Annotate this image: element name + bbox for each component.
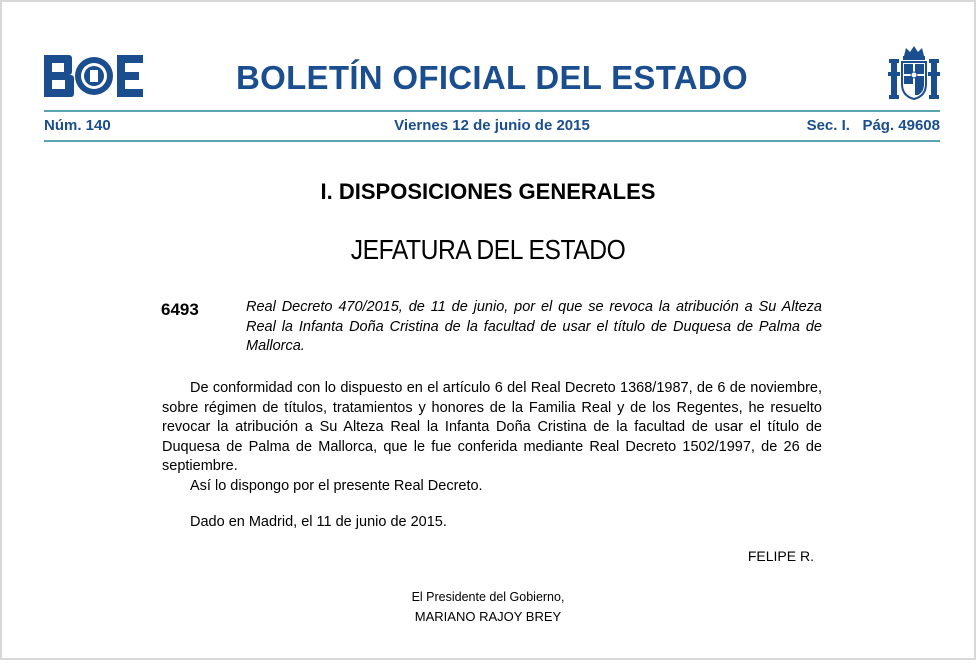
- body-paragraph: De conformidad con lo dispuesto en el artículo 6 del Real Decreto 1368/1987, de 6 de noviembre, sobre régimen de títulos, tratamientos y honores de la Familia Real y de los Regentes, he resuelto revocar la atribución a Su Alteza Real la Infanta Doña Cristina de la facultad de usar el título de Duquesa de Palma de Mallorca, que le fue conferida mediante Real Decreto 1502/1997, de 26 de septiembre.: [162, 380, 822, 474]
- coat-of-arms-icon: [888, 44, 940, 102]
- issue-number: Núm. 140: [44, 117, 111, 134]
- section-page: Sec. I. Pág. 49608: [806, 117, 940, 134]
- decree-body: [162, 379, 822, 496]
- header-rule-top: [44, 110, 940, 112]
- royal-signature: FELIPE R.: [747, 548, 814, 564]
- given-at-line: Dado en Madrid, el 11 de junio de 2015.: [190, 514, 447, 530]
- decree-number: 6493: [161, 300, 199, 319]
- department-title: JEFATURA DEL ESTADO: [350, 234, 626, 265]
- masthead-title: BOLETÍN OFICIAL DEL ESTADO: [236, 59, 748, 96]
- issue-metadata: [44, 117, 940, 137]
- body-paragraph: Así lo dispongo por el presente Real Decreto.: [190, 477, 483, 494]
- president-role: El Presidente del Gobierno,: [411, 590, 565, 604]
- header: [44, 42, 940, 112]
- section-title: I. DISPOSICIONES GENERALES: [320, 179, 656, 204]
- header-rule-bottom: [44, 140, 940, 142]
- decree-title: Real Decreto 470/2015, de 11 de junio, por el que se revoca la atribución a Su Alteza Real la Infanta Doña Cristina de la facultad de usar el título de Duquesa de Palma de Mallorca.: [246, 299, 822, 354]
- president-name: MARIANO RAJOY BREY: [414, 609, 562, 624]
- issue-date: Viernes 12 de junio de 2015: [394, 117, 590, 134]
